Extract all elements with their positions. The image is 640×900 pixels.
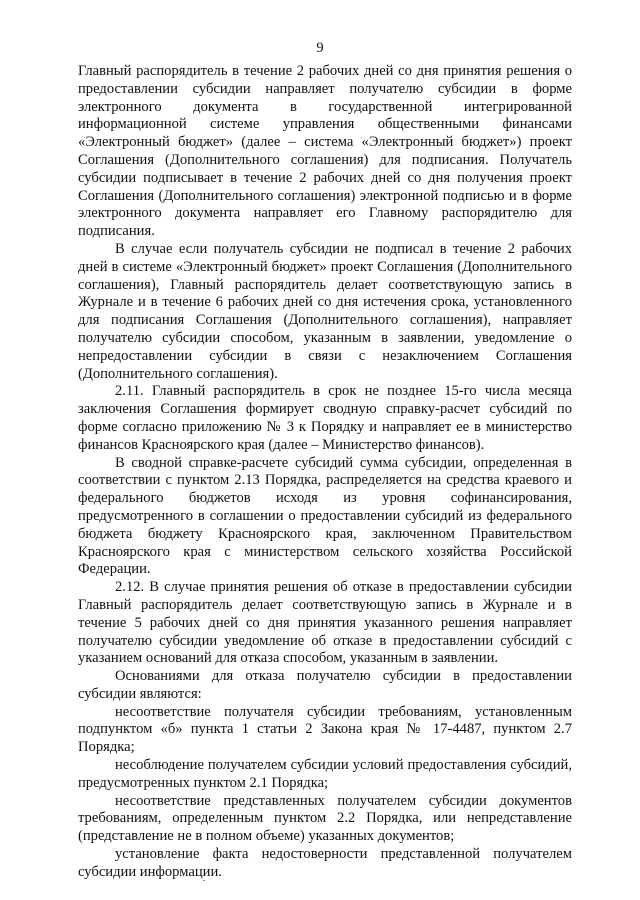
list-item-ground-false-info: установление факта недостоверности представленной получателем субсидии информации. xyxy=(78,846,572,880)
paragraph-agreement-sending: Главный распорядитель в течение 2 рабочих дней со дня принятия решения о предоставлении субсидии направляет получателю субсидии в форме электронного документа в государственной интегрированной информационной системе управления общественными финансами «Электронный бюджет» (далее – система «Электронный бюджет») проект Соглашения (Дополнительного соглашения) для подписания. Получатель субсидии подписывает в течение 2 рабочих дней со дня получения проект Соглашения (Дополнительного соглашения) электронной подписью и в форме электронного документа направляет его Главному распорядителю для подписания. xyxy=(78,63,572,240)
paragraph-summary-calculation: В сводной справке-расчете субсидий сумма субсидии, определенная в соответствии с пунктом 2.13 Порядка, распределяется на средства краевого и федерального бюджетов исходя из уровня софинансирования, предусмотренного в соглашении о предоставлении субсидий из федерального бюджета бюджету Красноярского края, заключенном Правительством Красноярского края с министерством сельского хозяйства Российской Федерации. xyxy=(78,454,572,578)
paragraph-refusal-grounds-intro: Основаниями для отказа получателю субсидии в предоставлении субсидии являются: xyxy=(78,668,572,702)
list-item-ground-documents: несоответствие представленных получателем субсидии документов требованиям, определенным пунктом 2.2 Порядка, или непредставление (представление не в полном объеме) указанных документов; xyxy=(78,792,572,845)
paragraph-2-12: 2.12. В случае принятия решения об отказе в предоставлении субсидии Главный распорядитель делает соответствующую запись в Журнале и в течение 5 рабочих дней со дня принятия указанного решения направляет получателю субсидии уведомление об отказе в предоставлении субсидий с указанием оснований для отказа способом, указанным в заявлении. xyxy=(78,579,572,667)
document-body xyxy=(78,63,572,882)
scan-speck xyxy=(203,880,205,881)
list-item-ground-conditions: несоблюдение получателем субсидии условий предоставления субсидий, предусмотренных пунктом 2.1 Порядка; xyxy=(78,757,572,791)
list-item-ground-requirements: несоответствие получателя субсидии требованиям, установленным подпунктом «б» пункта 1 статьи 2 Закона края № 17-4487, пунктом 2.7 Порядка; xyxy=(78,703,572,756)
paragraph-unsigned-agreement: В случае если получатель субсидии не подписал в течение 2 рабочих дней в системе «Электронный бюджет» проект Соглашения (Дополнительного соглашения), Главный распорядитель делает соответствующую запись в Журнале и в течение 6 рабочих дней со дня истечения срока, установленного для подписания Соглашения (Дополнительного соглашения), направляет получателю субсидии способом, указанным в заявлении, уведомление о непредоставлении субсидии в связи с незаключением Соглашения (Дополнительного соглашения). xyxy=(78,240,572,382)
page-number: 9 xyxy=(316,40,324,56)
paragraph-2-11: 2.11. Главный распорядитель в срок не позднее 15-го числа месяца заключения Соглашения формирует сводную справку-расчет субсидий по форме согласно приложению № 3 к Порядку и направляет ее в министерство финансов Красноярского края (далее – Министерство финансов). xyxy=(78,383,572,453)
